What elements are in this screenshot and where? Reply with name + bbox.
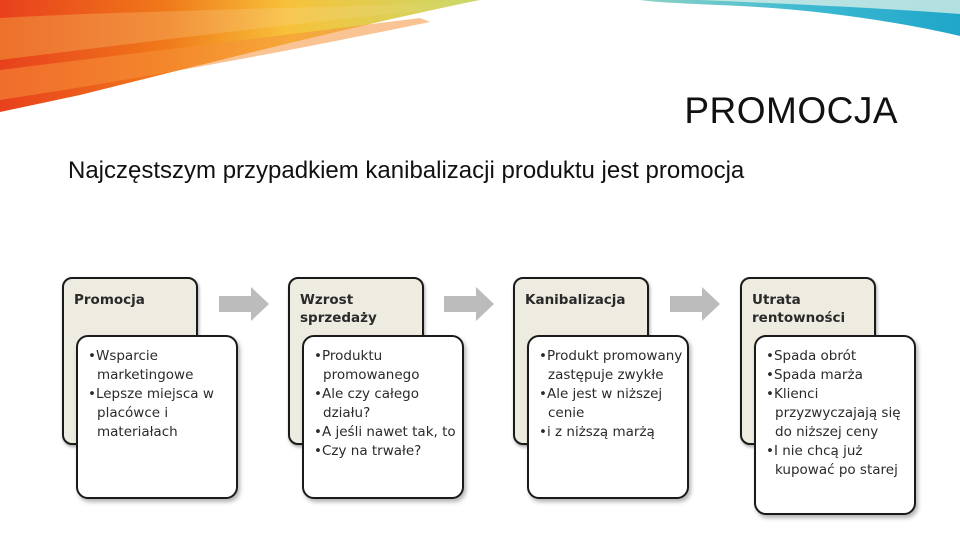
- stage-title: Utrata rentowności: [752, 292, 846, 326]
- stage-title: Kanibalizacja: [525, 292, 626, 308]
- bullet-item: • A jeśli nawet tak, to: [314, 423, 458, 442]
- flow-arrow-icon: [444, 287, 494, 321]
- bullet-item: • Czy na trwałe?: [314, 442, 458, 461]
- bullet-item: • i z niższą marżą: [539, 423, 683, 442]
- bullet-item: • Spada marża: [766, 366, 910, 385]
- flow-arrow-icon: [670, 287, 720, 321]
- bullet-list: [78, 337, 236, 442]
- bullet-list: [304, 337, 462, 461]
- bullet-item: • Produkt promowany zastępuje zwykłe: [539, 347, 683, 385]
- bullet-item: • Produktu promowanego: [314, 347, 458, 385]
- stage-detail-card: [76, 335, 238, 499]
- flow-arrow-icon: [219, 287, 269, 321]
- stage-detail-card: [527, 335, 689, 499]
- slide-title: PROMOCJA: [684, 90, 898, 131]
- bullet-item: • Lepsze miejsca w placówce i materiałach: [88, 385, 232, 442]
- slide-subtitle: Najczęstszym przypadkiem kanibalizacji produktu jest promocja: [68, 157, 745, 184]
- stage-utrata-rentownosci: [740, 275, 960, 520]
- bullet-item: • Ale jest w niższej cenie: [539, 385, 683, 423]
- stage-title: Promocja: [74, 292, 145, 308]
- bullet-item: • Ale czy całego działu?: [314, 385, 458, 423]
- bullet-item: • Wsparcie marketingowe: [88, 347, 232, 385]
- bullet-list: [756, 337, 914, 480]
- bullet-list: [529, 337, 687, 442]
- stage-detail-card: [302, 335, 464, 499]
- stage-title: Wzrost sprzedaży: [300, 292, 377, 326]
- bullet-item: • I nie chcą już kupować po starej: [766, 442, 910, 480]
- bullet-item: • Spada obrót: [766, 347, 910, 366]
- bullet-item: • Klienci przyzwyczajają się do niższej ceny: [766, 385, 910, 442]
- stage-detail-card: [754, 335, 916, 515]
